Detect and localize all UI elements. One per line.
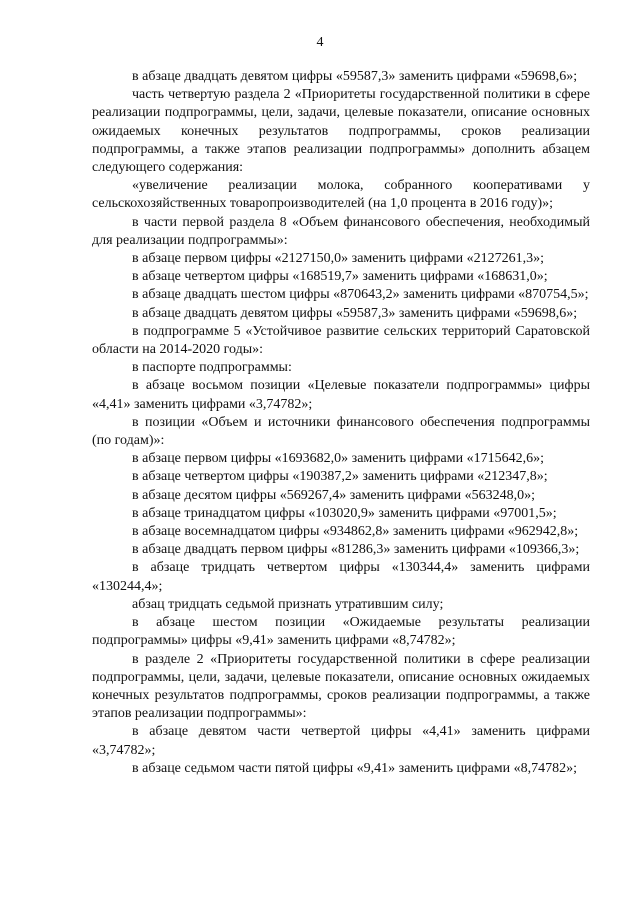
document-body — [92, 68, 590, 778]
paragraph: в абзаце четвертом цифры «190387,2» заменить цифрами «212347,8»; — [132, 469, 548, 485]
paragraph: в части первой раздела 8 «Объем финансового обеспечения, необходимый для реализации подпрограммы»: — [92, 214, 590, 248]
paragraph: в абзаце двадцать шестом цифры «870643,2» заменить цифрами «870754,5»; — [132, 287, 589, 303]
paragraph: в абзаце седьмом части пятой цифры «9,41» заменить цифрами «8,74782»; — [132, 760, 577, 776]
paragraph: абзац тридцать седьмой признать утратившим силу; — [132, 596, 444, 612]
paragraph: в паспорте подпрограммы: — [132, 360, 292, 376]
paragraph: в абзаце десятом цифры «569267,4» заменить цифрами «563248,0»; — [132, 487, 536, 503]
paragraph: в абзаце двадцать первом цифры «81286,3» заменить цифрами «109366,3»; — [132, 542, 580, 558]
paragraph: в подпрограмме 5 «Устойчивое развитие сельских территорий Саратовской области на 2014-2020 годы»: — [92, 323, 590, 358]
paragraph: в абзаце девятом части четвертой цифры «4,41» заменить цифрами «3,74782»; — [92, 724, 590, 758]
paragraph: в абзаце первом цифры «2127150,0» заменить цифрами «2127261,3»; — [132, 251, 544, 267]
paragraph: в позиции «Объем и источники финансового обеспечения подпрограммы (по годам)»: — [92, 414, 590, 449]
paragraph: в абзаце первом цифры «1693682,0» заменить цифрами «1715642,6»; — [132, 451, 544, 467]
paragraph: в абзаце шестом позиции «Ожидаемые результаты реализации подпрограммы» цифры «9,41» заменить цифрами «8,74782»; — [92, 615, 590, 649]
paragraph: «увеличение реализации молока, собранного кооперативами у сельскохозяйственных товаропроизводителей (на 1,0 процента в 2016 году)»; — [92, 178, 590, 212]
paragraph: в абзаце двадцать девятом цифры «59587,3» заменить цифрами «59698,6»; — [132, 69, 578, 84]
page-number: 4 — [316, 35, 324, 50]
paragraph: в абзаце тридцать четвертом цифры «130344,4» заменить цифрами «130244,4»; — [92, 560, 590, 594]
paragraph: в абзаце четвертом цифры «168519,7» заменить цифрами «168631,0»; — [132, 269, 548, 285]
paragraph: в абзаце тринадцатом цифры «103020,9» заменить цифрами «97001,5»; — [132, 505, 557, 521]
paragraph: часть четвертую раздела 2 «Приоритеты государственной политики в сфере реализации подпрограммы, цели, задачи, целевые показатели, описание основных ожидаемых конечных результатов подпрограммы, сроков реализации подпрограммы, а также этапов реализации подпрограммы» дополнить абзацем следующего содержания: — [92, 87, 590, 176]
paragraph: в абзаце восьмом позиции «Целевые показатели подпрограммы» цифры «4,41» заменить цифрами «3,74782»; — [92, 378, 590, 412]
paragraph: в абзаце двадцать девятом цифры «59587,3» заменить цифрами «59698,6»; — [132, 305, 578, 321]
paragraph: в абзаце восемнадцатом цифры «934862,8» заменить цифрами «962942,8»; — [132, 524, 579, 540]
paragraph: в разделе 2 «Приоритеты государственной политики в сфере реализации подпрограммы, цели, задачи, целевые показатели, описание основных ожидаемых конечных результатов подпрограммы, сроков реализации подпрограммы, а также этапов реализации подпрограммы»: — [92, 651, 590, 722]
